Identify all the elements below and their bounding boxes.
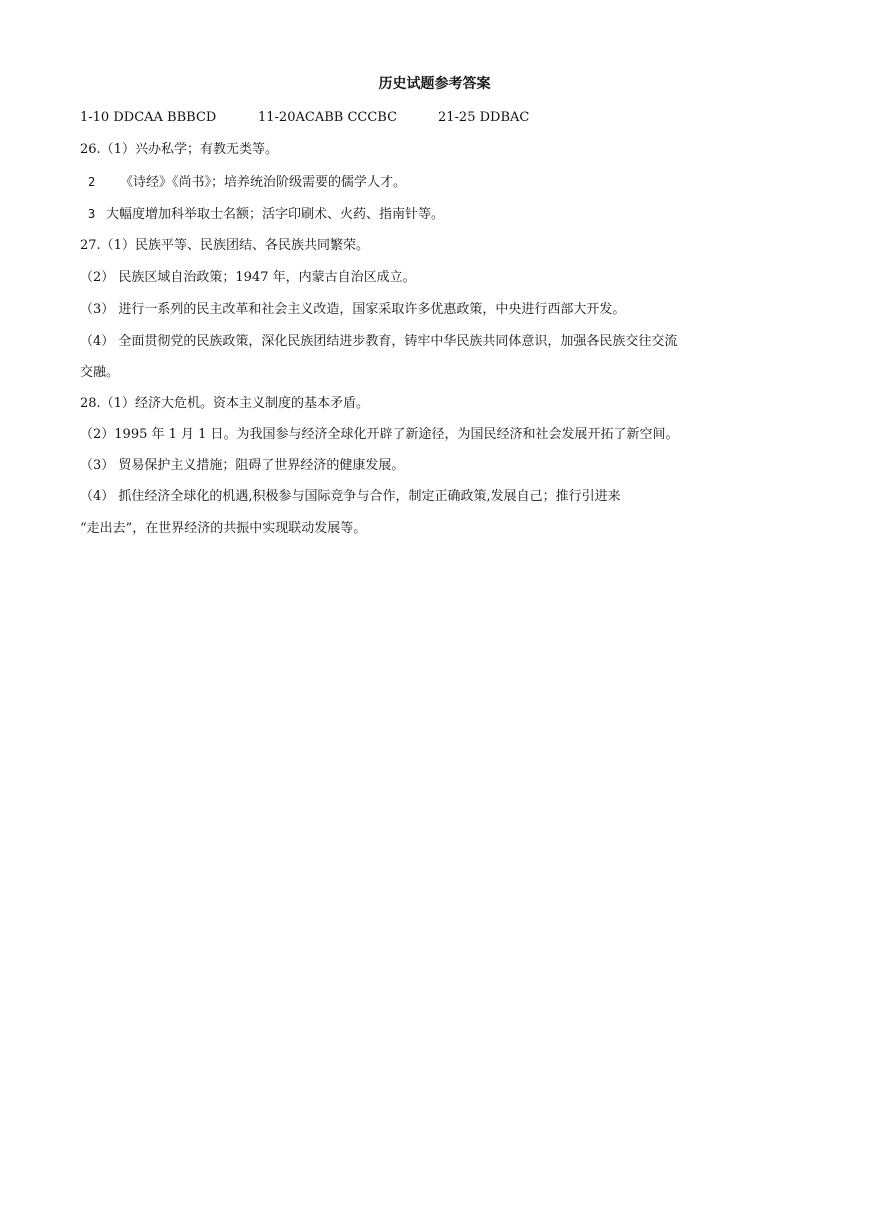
answer-text: 大幅度增加科举取士名额；活字印刷术、火药、指南针等。 xyxy=(106,207,445,222)
answer-line xyxy=(80,204,444,225)
mc-answer-11-20: 11-20ACABB CCCBC xyxy=(258,110,398,125)
answer-line xyxy=(80,172,406,193)
answer-line: （4） 全面贯彻党的民族政策，深化民族团结进步教育，铸牢中华民族共同体意识，加强各民族交往交流 xyxy=(80,334,678,349)
answer-line: （2） 民族区域自治政策；1947 年，内蒙古自治区成立。 xyxy=(80,270,416,285)
answer-line: 交融。 xyxy=(80,365,120,380)
mc-answer-21-25: 21-25 DDBAC xyxy=(438,110,530,125)
item-number-marker: 3 xyxy=(88,207,96,221)
answer-line: （4） 抓住经济全球化的机遇,积极参与国际竞争与合作，制定正确政策,发展自己；推行引进来 xyxy=(80,489,621,504)
answer-line: “走出去”，在世界经济的共振中实现联动发展等。 xyxy=(80,521,367,536)
answer-line: 26.（1）兴办私学；有教无类等。 xyxy=(80,142,278,157)
answer-line: 28.（1）经济大危机。资本主义制度的基本矛盾。 xyxy=(80,396,369,411)
mc-answer-1-10: 1-10 DDCAA BBBCD xyxy=(80,110,217,125)
answer-text: 《诗经》《尚书》；培养统治阶级需要的儒学人才。 xyxy=(120,175,407,190)
answer-line: （3） 贸易保护主义措施；阻碍了世界经济的健康发展。 xyxy=(80,458,405,473)
answer-line: （2）1995 年 1 月 1 日。为我国参与经济全球化开辟了新途径，为国民经济和社会发展开拓了新空间。 xyxy=(80,427,679,442)
page-title: 历史试题参考答案 xyxy=(378,76,491,92)
multiple-choice-answers xyxy=(80,108,529,128)
answer-line: （3） 进行一系列的民主改革和社会主义改造，国家采取许多优惠政策，中央进行西部大开发。 xyxy=(80,302,626,317)
answer-line: 27.（1）民族平等、民族团结、各民族共同繁荣。 xyxy=(80,238,369,253)
item-number-marker: 2 xyxy=(88,175,96,189)
